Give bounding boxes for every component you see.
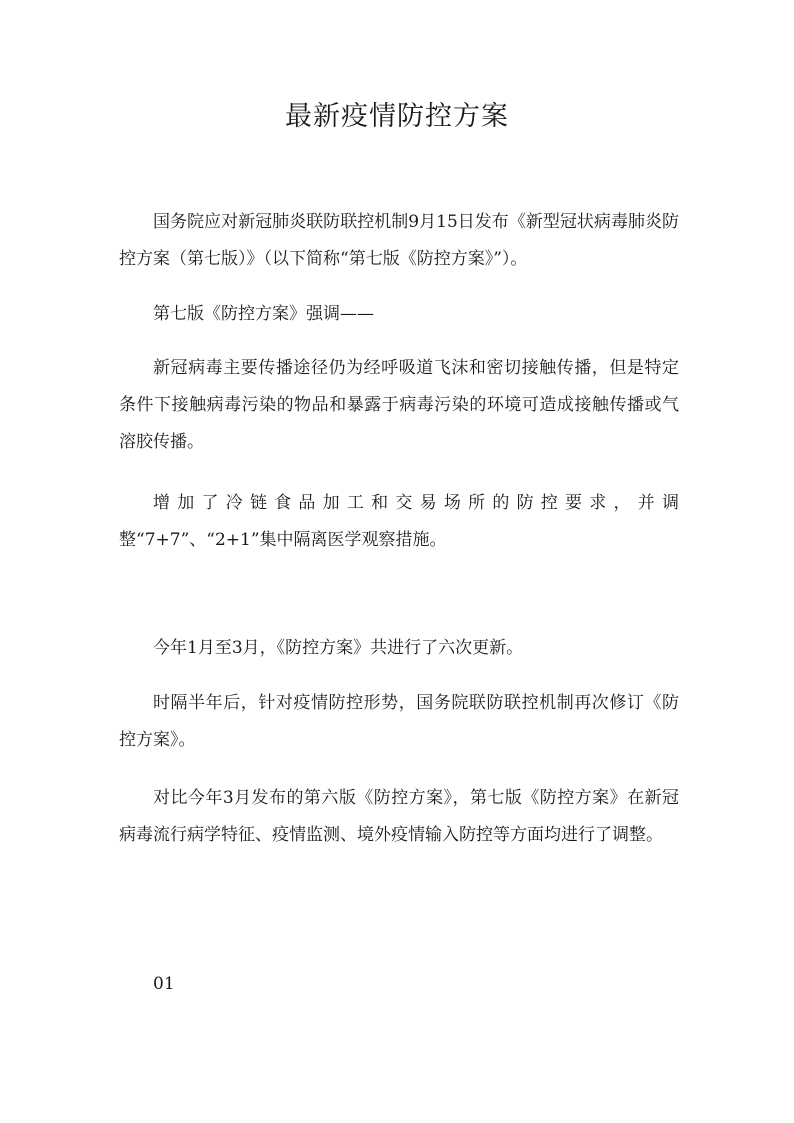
paragraph-cold-chain: 增加了冷链食品加工和交易场所的防控要求，并调整“7+7”、“2+1”集中隔离医学观察措施。 [119, 493, 679, 550]
paragraph-revision: 时隔半年后，针对疫情防控形势，国务院联防联控机制再次修订《防控方案》。 [119, 693, 679, 750]
paragraph-updates: 今年1月至3月，《防控方案》共进行了六次更新。 [153, 638, 524, 658]
paragraph-announcement: 国务院应对新冠肺炎联防联控机制9月15日发布《新型冠状病毒肺炎防控方案（第七版）》（以下简称“第七版《防控方案》”）。 [119, 212, 679, 269]
paragraph-emphasis-intro: 第七版《防控方案》强调—— [153, 304, 374, 324]
paragraph-transmission-routes: 新冠病毒主要传播途径仍为经呼吸道飞沫和密切接触传播，但是特定条件下接触病毒污染的物品和暴露于病毒污染的环境可造成接触传播或气溶胶传播。 [119, 358, 679, 452]
section-number: 01 [153, 974, 175, 994]
document-title: 最新疫情防控方案 [285, 101, 509, 132]
paragraph-comparison: 对比今年3月发布的第六版《防控方案》，第七版《防控方案》在新冠病毒流行病学特征、疫情监测、境外疫情输入防控等方面均进行了调整。 [119, 788, 679, 845]
